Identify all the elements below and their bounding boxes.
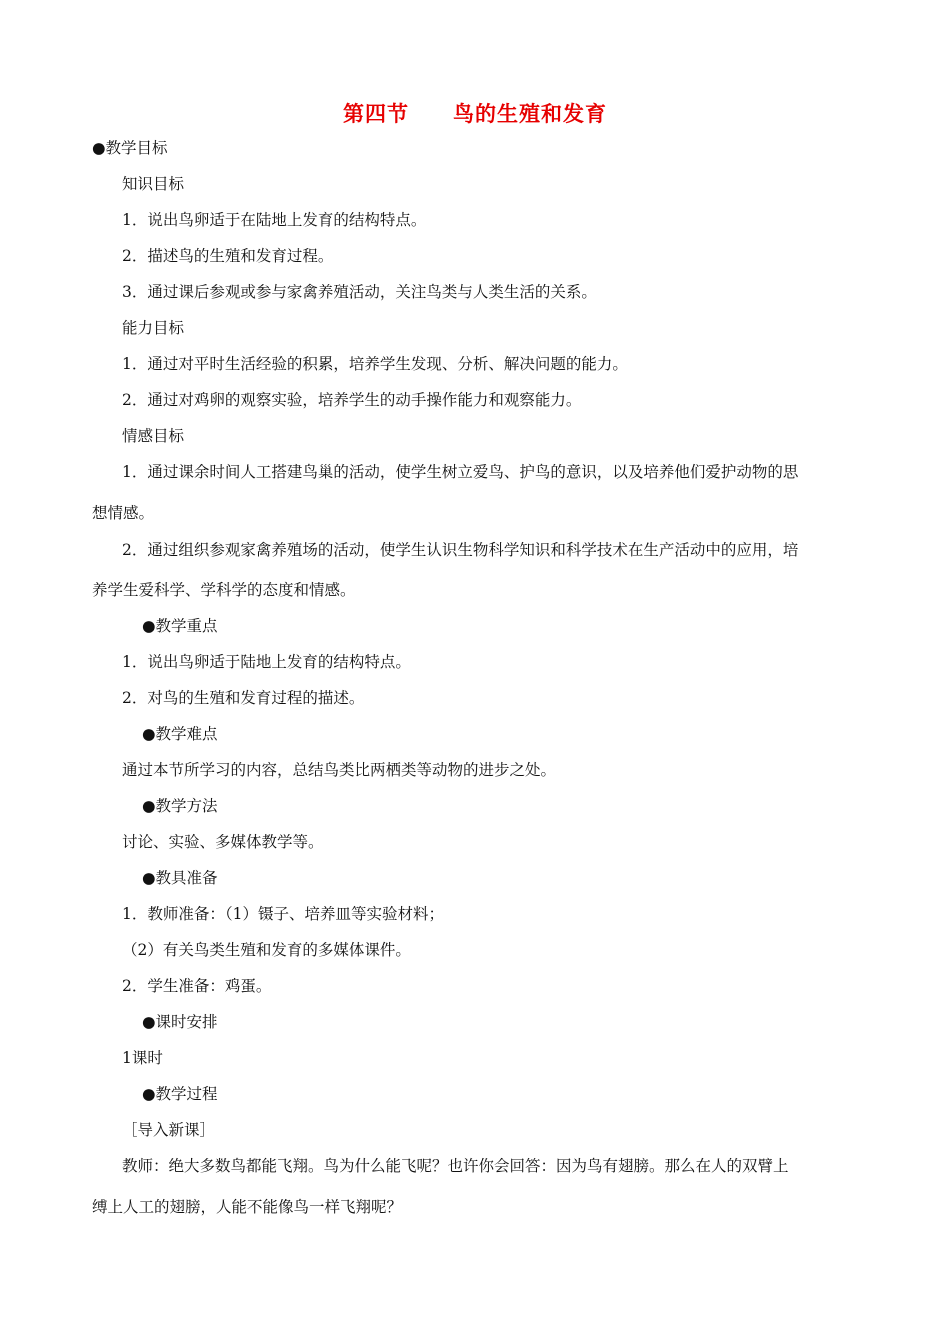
emotion-heading: 情感目标 bbox=[122, 427, 185, 445]
emotion-item-1-line-1: 1．通过课余时间人工搭建鸟巢的活动，使学生树立爱鸟、护鸟的意识，以及培养他们爱护动物的思 bbox=[122, 463, 799, 481]
preparation-heading: ●教具准备 bbox=[142, 869, 218, 887]
page-title: 第四节 鸟的生殖和发育 bbox=[343, 102, 607, 126]
knowledge-item: 1．说出鸟卵适于在陆地上发育的结构特点。 bbox=[122, 211, 427, 229]
emotion-item-2-line-1: 2．通过组织参观家禽养殖场的活动，使学生认识生物科学知识和科学技术在生产活动中的应用，培 bbox=[122, 541, 799, 559]
preparation-teacher: 1．教师准备：（1）镊子、培养皿等实验材料； bbox=[122, 905, 444, 923]
knowledge-item: 2．描述鸟的生殖和发育过程。 bbox=[122, 247, 334, 265]
emotion-item-1-line-2: 想情感。 bbox=[92, 504, 155, 522]
ability-heading: 能力目标 bbox=[122, 319, 185, 337]
preparation-teacher-2: （2）有关鸟类生殖和发育的多媒体课件。 bbox=[122, 941, 411, 959]
intro-paragraph-line-2: 缚上人工的翅膀，人能不能像鸟一样飞翔呢？ bbox=[92, 1198, 403, 1216]
ability-item: 2．通过对鸡卵的观察实验，培养学生的动手操作能力和观察能力。 bbox=[122, 391, 582, 409]
methods-text: 讨论、实验、多媒体教学等。 bbox=[122, 833, 324, 851]
objectives-heading: ●教学目标 bbox=[92, 139, 168, 157]
key-point-item: 1．说出鸟卵适于陆地上发育的结构特点。 bbox=[122, 653, 411, 671]
emotion-item-2-line-2: 养学生爱科学、学科学的态度和情感。 bbox=[92, 581, 356, 599]
intro-paragraph-line-1: 教师：绝大多数鸟都能飞翔。鸟为什么能飞呢？也许你会回答：因为鸟有翅膀。那么在人的双臂上 bbox=[122, 1157, 789, 1175]
difficulties-text: 通过本节所学习的内容，总结鸟类比两栖类等动物的进步之处。 bbox=[122, 761, 557, 779]
difficulties-heading: ●教学难点 bbox=[142, 725, 218, 743]
schedule-heading: ●课时安排 bbox=[142, 1013, 218, 1031]
preparation-student: 2．学生准备：鸡蛋。 bbox=[122, 977, 272, 995]
intro-heading: ［导入新课］ bbox=[122, 1121, 216, 1139]
ability-item: 1．通过对平时生活经验的积累，培养学生发现、分析、解决问题的能力。 bbox=[122, 355, 628, 373]
methods-heading: ●教学方法 bbox=[142, 797, 218, 815]
schedule-text: 1课时 bbox=[122, 1049, 163, 1067]
knowledge-item: 3．通过课后参观或参与家禽养殖活动，关注鸟类与人类生活的关系。 bbox=[122, 283, 597, 301]
key-points-heading: ●教学重点 bbox=[142, 617, 218, 635]
process-heading: ●教学过程 bbox=[142, 1085, 218, 1103]
key-point-item: 2．对鸟的生殖和发育过程的描述。 bbox=[122, 689, 365, 707]
knowledge-heading: 知识目标 bbox=[122, 175, 185, 193]
